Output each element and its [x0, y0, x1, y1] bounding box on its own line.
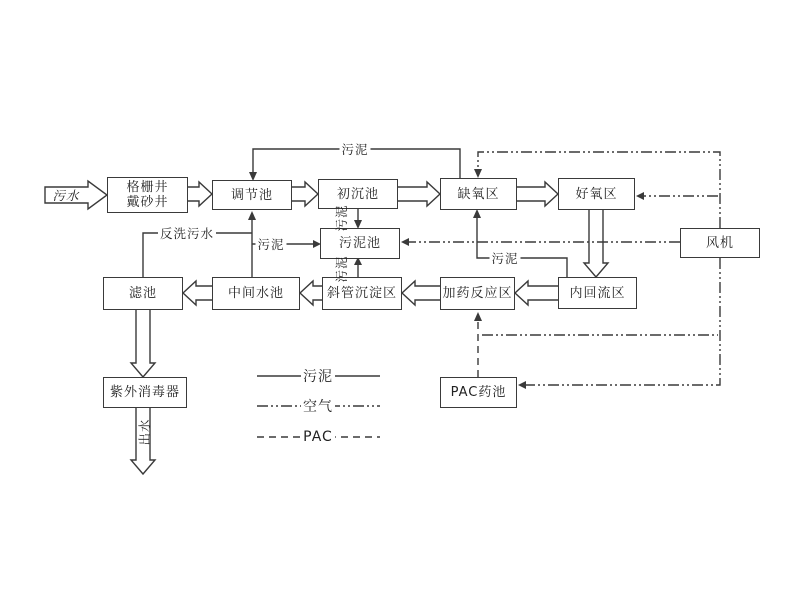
box-sludge-tank	[320, 228, 400, 259]
effluent-label: 出水	[137, 418, 152, 446]
legend-sludge-label: 污泥	[301, 366, 335, 386]
sludge-label-primary-vertical: 污泥	[334, 204, 349, 232]
legend-air-label: 空气	[301, 396, 335, 416]
aerobic-zone-label: 好氧区	[575, 186, 618, 202]
dosing-reaction-zone-label: 加药反应区	[442, 286, 513, 301]
connector-inclined-to-intermediate	[300, 281, 322, 305]
pac-tank-label: PAC药池	[450, 385, 507, 400]
internal-reflux-zone-label: 内回流区	[569, 285, 626, 301]
backwash-label: 反洗污水	[159, 226, 215, 241]
blower-label: 风机	[705, 235, 734, 251]
inclined-tube-zone-label: 斜管沉淀区	[326, 286, 397, 301]
connector-filter-to-uv	[131, 310, 155, 377]
box-pac-tank	[440, 377, 517, 408]
arrowhead-into-dosing-bottom	[474, 312, 482, 321]
arrowhead-into-sludge-tank-right	[401, 238, 409, 246]
arrowhead-into-aerobic-right	[636, 192, 644, 200]
connector-primary-to-anoxic	[398, 182, 440, 206]
box-blower	[680, 228, 760, 258]
grit-well-label-line2: 戴砂井	[126, 195, 169, 210]
sludge-label-reflux: 污泥	[491, 251, 519, 266]
box-grit-well	[107, 177, 188, 213]
box-dosing-reaction-zone	[440, 277, 515, 310]
box-aerobic-zone	[558, 178, 635, 210]
box-filter-tank	[103, 277, 183, 310]
uv-disinfector-label: 紫外消毒器	[109, 385, 180, 400]
connector-grit-to-regulating	[188, 182, 212, 206]
sludge-label-mid: 污泥	[257, 237, 285, 252]
box-internal-reflux-zone	[558, 277, 637, 309]
legend-pac-label: PAC	[303, 429, 333, 445]
box-uv-disinfector	[103, 377, 187, 408]
filter-tank-label: 滤池	[128, 286, 157, 301]
primary-sedimentation-label: 初沉池	[336, 186, 379, 202]
grit-well-label-line1: 格栅井	[126, 180, 169, 195]
connector-regulating-to-primary	[292, 182, 318, 206]
connector-reflux-to-dosing	[515, 281, 558, 305]
influent-label: 污水	[52, 188, 80, 203]
arrowhead-into-anoxic-top	[474, 169, 482, 178]
intermediate-tank-label: 中间水池	[227, 286, 284, 301]
box-primary-sedimentation	[318, 179, 398, 209]
box-intermediate-tank	[212, 277, 300, 310]
connector-anoxic-to-aerobic	[517, 182, 558, 206]
connector-intermediate-to-filter	[183, 281, 212, 305]
box-anoxic-zone	[440, 178, 517, 210]
regulating-tank-label: 调节池	[230, 187, 273, 203]
sludge-line-reflux-to-anoxic	[477, 217, 567, 277]
arrowhead-into-anoxic-bottom	[473, 209, 481, 218]
sludge-tank-label: 污泥池	[338, 236, 381, 251]
sludge-label-inclined-vertical: 污泥	[334, 255, 349, 283]
anoxic-zone-label: 缺氧区	[457, 186, 500, 202]
connector-dosing-to-inclined	[402, 281, 440, 305]
arrowhead-into-pac-tank-right	[518, 381, 526, 389]
sludge-label-top: 污泥	[341, 142, 369, 157]
connector-aerobic-to-reflux	[584, 210, 608, 277]
box-regulating-tank	[212, 180, 292, 210]
arrowhead-into-regulating-bottom	[248, 211, 256, 220]
